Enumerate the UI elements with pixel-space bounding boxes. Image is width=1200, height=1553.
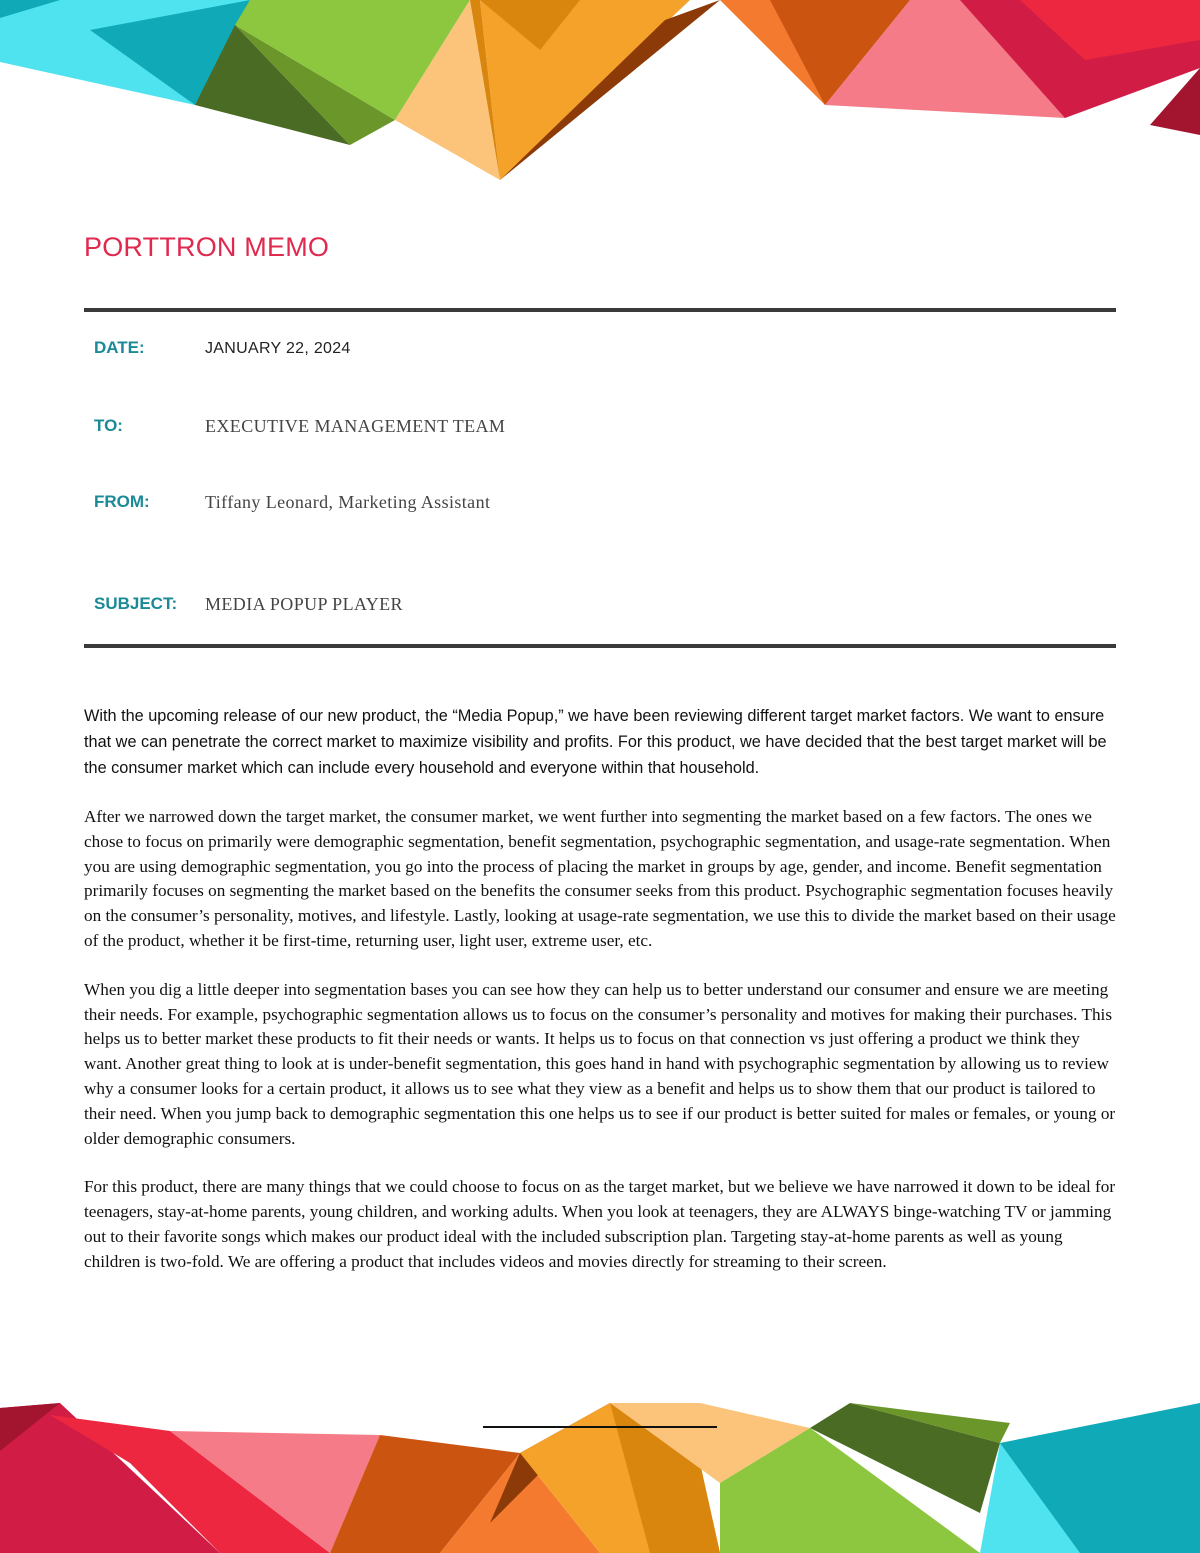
to-label: TO: (94, 416, 123, 435)
body-paragraph-3: When you dig a little deeper into segmentation bases you can see how they can help us to better understand our consumer and ensure we are meeting their needs. For example, psychographic segmentation allows us to focus on the consumer’s personality and motives for making their purchases. This helps us to better market these products to fit their needs or wants. It helps us to focus on that connection vs just offering a product we think they want. Another great thing to look at is under-benefit segmentation, this goes hand in hand with psychographic segmentation by allowing us to review why a consumer looks for a certain product, it allows us to see what they view as a benefit and helps us to show them that our product is tailored to their need. When you jump back to demographic segmentation this one helps us to see if our product is better suited for males or females, or young or older demographic consumers. (84, 979, 1116, 1148)
memo-title: PORTTRON MEMO (84, 232, 330, 262)
date-label: DATE: (94, 338, 145, 357)
signature-line (483, 1426, 717, 1428)
from-label: FROM: (94, 492, 150, 511)
body-paragraph-1: With the upcoming release of our new product, the “Media Popup,” we have been reviewing different target market factors. We want to ensure that we can penetrate the correct market to maximize visibility and profits. For this product, we have decided that the best target market will be the consumer market which can include every household and everyone within that household. (84, 707, 1107, 777)
header-divider-top (84, 308, 1116, 312)
subject-value: MEDIA POPUP PLAYER (205, 594, 403, 614)
body-paragraph-2: After we narrowed down the target market, the consumer market, we went further into segmenting the market based on a few factors. The ones we chose to focus on primarily were demographic segmentation, benefit segmentation, psychographic segmentation, and usage-rate segmentation. When you are using demographic segmentation, you go into the process of placing the market in groups by age, gender, and income. Benefit segmentation primarily focuses on segmenting the market based on the benefits the consumer seeks from this product. Psychographic segmentation focuses heavily on the consumer’s personality, motives, and lifestyle. Lastly, looking at usage-rate segmentation, we use this to divide the market based on their usage of the product, whether it be first-time, returning user, light user, extreme user, etc. (84, 807, 1116, 950)
to-value: EXECUTIVE MANAGEMENT TEAM (205, 416, 506, 436)
date-value: JANUARY 22, 2024 (205, 340, 351, 357)
body-paragraph-4: For this product, there are many things that we could choose to focus on as the target market, but we believe we have narrowed it down to be ideal for teenagers, stay-at-home parents, young children, and working adults. When you look at teenagers, they are ALWAYS binge-watching TV or jamming out to their favorite songs which makes our product ideal with the included subscription plan. Targeting stay-at-home parents as well as young children is two-fold. We are offering a product that includes videos and movies directly for streaming to their screen. (84, 1177, 1116, 1271)
from-value: Tiffany Leonard, Marketing Assistant (205, 492, 491, 512)
subject-label: SUBJECT: (94, 594, 178, 613)
decorative-banner-top (0, 0, 1200, 185)
memo-body (84, 703, 1118, 1299)
header-divider-bottom (84, 644, 1116, 648)
